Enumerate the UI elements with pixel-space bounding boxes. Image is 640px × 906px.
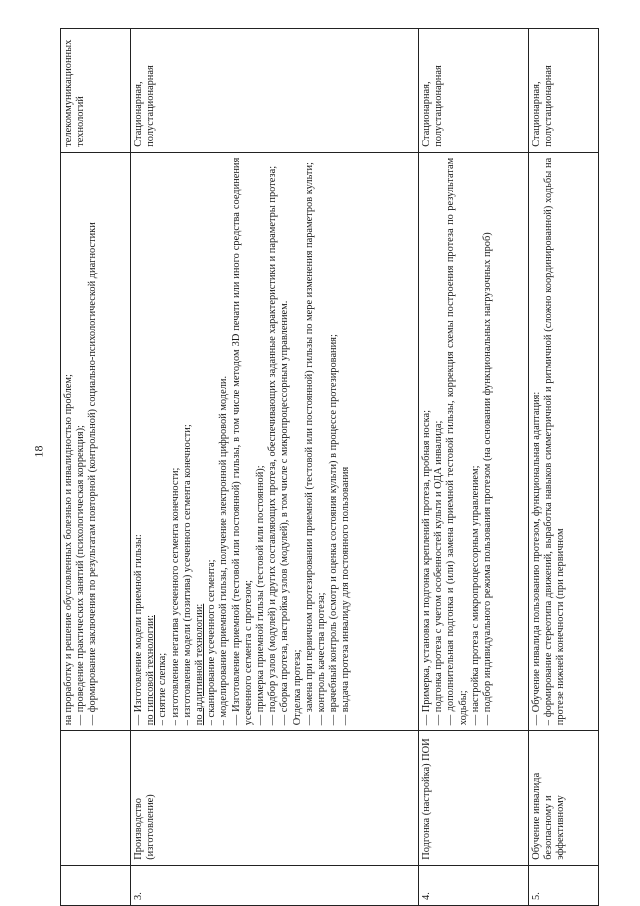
stage-name: Подгонка (настройка) ПОИ [419, 731, 529, 866]
description-cell [529, 152, 599, 730]
rehabilitation-stages-table [60, 28, 599, 906]
description-line: – формирование стереотипа движений, выработка навыков симметричной и ритмичной (сложно координированной) ходьбы на протезе нижней конечности (при первичном [543, 157, 567, 726]
table-row-stage-4 [419, 29, 529, 906]
description-line: — контроль качества протеза; [316, 592, 328, 726]
rotated-page-content [60, 28, 610, 906]
description-line: — примерка приемной гильзы (тестовой или постоянной); [255, 465, 267, 726]
description-line: — врачебный контроль (осмотр и оценка состояния культи) в процессе протезирования; [328, 334, 340, 726]
description-line: – снятие слепка; [157, 652, 169, 726]
description-line: по гипсовой технологии: [145, 615, 157, 726]
description-line: – сканирование усеченного сегмента; [206, 559, 218, 726]
form-cell: телекоммуникационных технологий [61, 29, 131, 153]
description-line: — замена при первичном протезировании приемной (тестовой или постоянной) гильзы по мере изменения параметров культи; [303, 162, 315, 726]
description-line: — подбор индивидуального режима пользования протезом (на основании функциональных нагрузочных проб) [482, 232, 494, 726]
form-cell: Стационарная, полустационарная [419, 29, 529, 153]
description-line: — проведение практических занятий (психологическая коррекция); [75, 425, 87, 726]
description-line: — подгонка протеза с учетом особенностей культи и ОДА инвалида; [433, 420, 445, 726]
form-cell: Стационарная, полустационарная [131, 29, 419, 153]
description-line: – изготовление модели (позитива) усеченного сегмента конечности; [181, 424, 193, 726]
page-number: 18 [31, 445, 46, 458]
landscape-table-wrapper [60, 28, 610, 906]
description-line: — подбор узлов (модулей) и других составляющих протеза, обеспечивающих заданные характеристики и параметры протеза; [267, 165, 279, 726]
description-cell [419, 152, 529, 730]
description-line: — дополнительная подгонка и (или) замена приемной тестовой гильзы, коррекция схемы построения протеза по результатам ходьбы; [445, 157, 469, 726]
description-line: – изготовление негатива усеченного сегмента конечности; [169, 467, 181, 726]
stage-name: Производство (изготовление) [131, 731, 419, 866]
row-number: 3. [131, 865, 419, 905]
table-row-continuation [61, 29, 131, 906]
description-cell [61, 152, 131, 730]
description-line: — сборка протеза, настройка узлов (модулей), в том числе с микропроцессорным управлением. [279, 300, 291, 726]
description-line: — Изготовление модели приемной гильзы: [133, 534, 144, 726]
description-line: — Примерка, установка и подгонка креплений протеза, пробная носка; [421, 409, 432, 726]
stage-name-cell [61, 731, 131, 866]
description-line: — Обучение инвалида пользованию протезом, функциональная адаптация: [531, 391, 542, 726]
description-line: по аддитивной технологии: [194, 603, 206, 726]
form-cell: Стационарная, полустационарная [529, 29, 599, 153]
description-line: — Изготовление приемной (тестовой или постоянной) гильзы, в том числе методом 3D печати или иного средства соединения усеченного сегмента с протезом; [230, 157, 254, 726]
row-number: 5. [529, 865, 599, 905]
table-row-stage-3 [131, 29, 419, 906]
description-line: Отделка протеза; [291, 649, 303, 726]
description-line: – моделирование приемной гильзы, получение электронной цифровой модели. [218, 375, 230, 726]
stage-name: Обучение инвалида безопасному и эффективному [529, 731, 599, 866]
row-number: 4. [419, 865, 529, 905]
description-line: на проработку и решение обусловленных болезнью и инвалидностью проблем; [63, 374, 74, 726]
description-cell [131, 152, 419, 730]
table-row-stage-5 [529, 29, 599, 906]
row-number-cell [61, 865, 131, 905]
description-line: — настройка протеза с микропроцессорным управлением; [469, 465, 481, 726]
description-line: — выдача протеза инвалиду для постоянного пользования [340, 466, 352, 726]
description-line: — формирование заключения по результатам повторной (контрольной) социально-психологической диагностики [87, 222, 99, 726]
